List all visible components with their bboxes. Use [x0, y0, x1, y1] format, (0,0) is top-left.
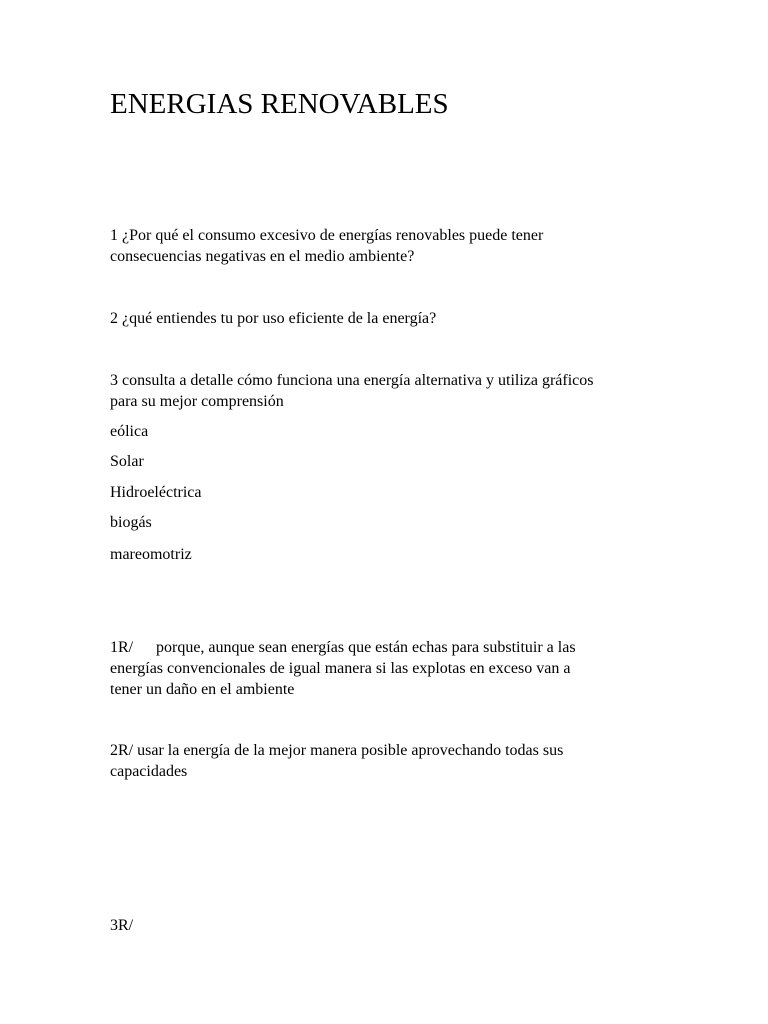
- option-solar: Solar: [110, 453, 144, 470]
- question-1-line-1: 1 ¿Por qué el consumo excesivo de energías renovables puede tener: [110, 227, 544, 244]
- answer-1-line-1: [110, 637, 670, 658]
- question-1-line-2: consecuencias negativas en el medio ambiente?: [110, 248, 415, 265]
- option-hidroelectrica: Hidroeléctrica: [110, 484, 202, 501]
- answer-2: [110, 740, 670, 782]
- answer-1: [110, 637, 670, 700]
- document-title: ENERGIAS RENOVABLES: [110, 88, 449, 120]
- answer-2-line-1: 2R/ usar la energía de la mejor manera posible aprovechando todas sus: [110, 742, 564, 759]
- answer-1-line-3: tener un daño en el ambiente: [110, 681, 295, 698]
- question-3-line-2: para su mejor comprensión: [110, 393, 284, 410]
- answer-2-line-2: capacidades: [110, 763, 188, 780]
- question-2: [110, 308, 670, 329]
- option-mareomotriz: mareomotriz: [110, 546, 192, 563]
- answer-1-line-1-text: porque, aunque sean energías que están echas para substituir a las: [156, 639, 576, 656]
- question-1: [110, 225, 670, 267]
- question-3-line-1: 3 consulta a detalle cómo funciona una energía alternativa y utiliza gráficos: [110, 372, 594, 389]
- question-3: [110, 370, 670, 412]
- answer-3: [110, 915, 670, 936]
- answer-3-line-1: 3R/: [110, 917, 134, 934]
- answer-1-line-2: energías convencionales de igual manera si las explotas en exceso van a: [110, 660, 571, 677]
- option-biogas: biogás: [110, 514, 152, 531]
- question-2-line-1: 2 ¿qué entiendes tu por uso eficiente de la energía?: [110, 310, 437, 327]
- answer-1-prefix: 1R/: [110, 639, 134, 656]
- option-eolica: eólica: [110, 423, 149, 440]
